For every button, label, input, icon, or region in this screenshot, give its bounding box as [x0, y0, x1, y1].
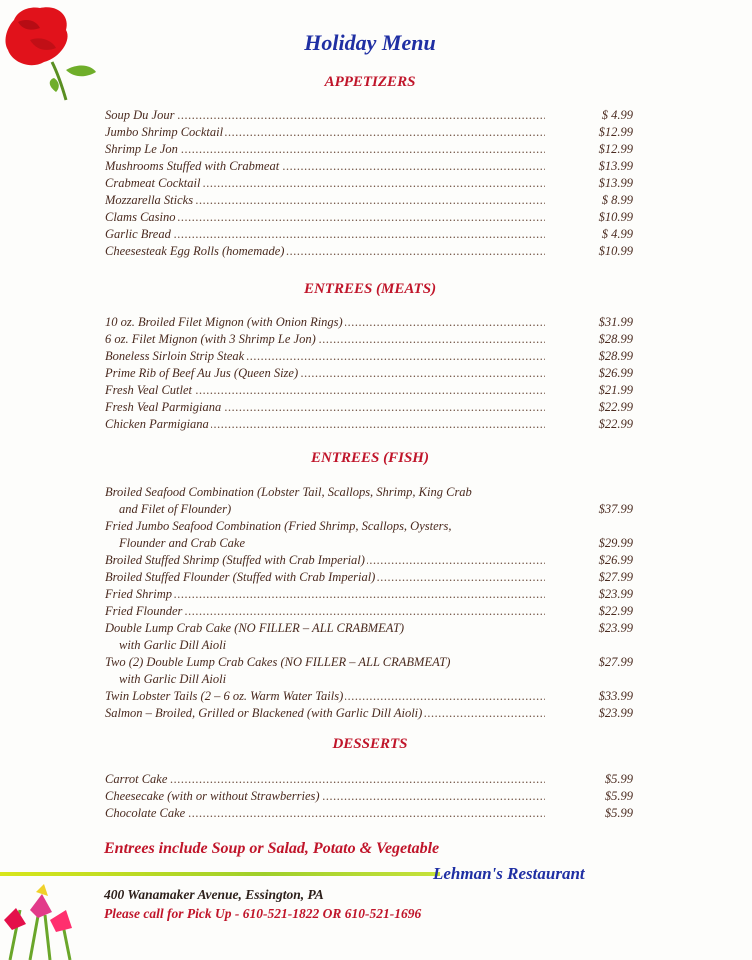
menu-item [105, 620, 545, 654]
menu-item-name: Prime Rib of Beef Au Jus (Queen Size) [105, 366, 299, 380]
menu-item-continuation: with Garlic Dill Aioli [119, 638, 227, 652]
menu-item [105, 107, 545, 124]
menu-item-price: $31.99 [598, 315, 633, 329]
menu-item-price: $ 8.99 [601, 193, 633, 207]
menu-item [105, 141, 545, 158]
menu-item-price: $22.99 [598, 604, 633, 618]
menu-item-name: Cheesesteak Egg Rolls (homemade) [105, 244, 285, 258]
menu-item-price: $22.99 [598, 400, 633, 414]
menu-item [105, 348, 545, 365]
restaurant-address: 400 Wanamaker Avenue, Essington, PA [104, 887, 324, 902]
menu-item-name: Fresh Veal Cutlet [105, 383, 193, 397]
menu-item-continuation: with Garlic Dill Aioli [119, 672, 227, 686]
menu-item-name: Clams Casino [105, 210, 176, 224]
menu-item-price: $28.99 [598, 332, 633, 346]
menu-item-name: 10 oz. Broiled Filet Mignon (with Onion Rings) [105, 315, 343, 329]
menu-title: Holiday Menu [304, 30, 436, 55]
menu-item [105, 209, 545, 226]
menu-item [105, 705, 545, 722]
menu-item-name: Boneless Sirloin Strip Steak [105, 349, 245, 363]
menu-item-price: $12.99 [598, 125, 633, 139]
section-desserts: DESSERTS [332, 736, 408, 752]
menu-item-name: Twin Lobster Tails (2 – 6 oz. Warm Water Tails) [105, 689, 344, 703]
menu-item-price: $22.99 [598, 417, 633, 431]
menu-item [105, 586, 545, 603]
menu-item-price: $5.99 [604, 806, 633, 820]
menu-item [105, 124, 545, 141]
menu-item-price: $23.99 [598, 587, 633, 601]
menu-item [105, 518, 545, 552]
menu-item [105, 158, 545, 175]
menu-item-price: $21.99 [598, 383, 633, 397]
menu-item [105, 805, 545, 822]
entrees-note: Entrees include Soup or Salad, Potato & Vegetable [104, 840, 440, 857]
menu-item-name: Double Lump Crab Cake (NO FILLER – ALL CRABMEAT) [105, 621, 405, 635]
menu-item-continuation: Flounder and Crab Cake [119, 536, 246, 550]
menu-item-price: $13.99 [598, 176, 633, 190]
menu-item-name: Broiled Seafood Combination (Lobster Tail, Scallops, Shrimp, King Crab [105, 485, 472, 499]
restaurant-name: Lehman's Restaurant [433, 864, 585, 883]
menu-item-price: $27.99 [598, 570, 633, 584]
menu-item-name: Chicken Parmigiana [105, 417, 209, 431]
menu-item [105, 226, 545, 243]
menu-item-price: $29.99 [598, 536, 633, 550]
menu-item-price: $28.99 [598, 349, 633, 363]
menu-item-price: $5.99 [604, 789, 633, 803]
menu-item [105, 654, 545, 688]
menu-item-name: Soup Du Jour [105, 108, 175, 122]
menu-item [105, 603, 545, 620]
menu-item-price: $12.99 [598, 142, 633, 156]
menu-item-price: $13.99 [598, 159, 633, 173]
menu-item-name: Cheesecake (with or without Strawberries) [105, 789, 320, 803]
menu-item-name: Mushrooms Stuffed with Crabmeat [105, 159, 280, 173]
menu-item-price: $23.99 [598, 706, 633, 720]
divider-stripe [0, 872, 440, 876]
menu-item-price: $ 4.99 [601, 227, 633, 241]
menu-item-name: Salmon – Broiled, Grilled or Blackened (with Garlic Dill Aioli) [105, 706, 423, 720]
menu-item-name: Shrimp Le Jon [105, 142, 178, 156]
menu-item-continuation: and Filet of Flounder) [119, 502, 232, 516]
menu-item-name: Carrot Cake [105, 772, 168, 786]
menu-item-name: Fried Flounder [105, 604, 183, 618]
flowers-icon [0, 880, 100, 960]
menu-item-price: $27.99 [598, 655, 633, 669]
section-appetizers: APPETIZERS [324, 74, 416, 90]
menu-item-name: Fried Jumbo Seafood Combination (Fried Shrimp, Scallops, Oysters, [105, 519, 452, 533]
section-fish: ENTREES (FISH) [311, 450, 429, 466]
menu-item-price: $10.99 [598, 210, 633, 224]
menu-item-price: $23.99 [598, 621, 633, 635]
menu-item [105, 314, 545, 331]
section-meats: ENTREES (MEATS) [303, 281, 437, 297]
menu-item-price: $26.99 [598, 366, 633, 380]
menu-item [105, 399, 545, 416]
menu-item-name: Mozzarella Sticks [105, 193, 194, 207]
menu-item-price: $33.99 [598, 689, 633, 703]
menu-item [105, 788, 545, 805]
menu-item [105, 552, 545, 569]
menu-item-price: $10.99 [598, 244, 633, 258]
menu-item-name: Jumbo Shrimp Cocktail [105, 125, 224, 139]
menu-item-name: Fried Shrimp [105, 587, 173, 601]
pickup-phone: Please call for Pick Up - 610-521-1822 OR 610-521-1696 [104, 906, 422, 921]
menu-item [105, 175, 545, 192]
menu-item-price: $26.99 [598, 553, 633, 567]
menu-item [105, 569, 545, 586]
menu-item-name: Broiled Stuffed Flounder (Stuffed with Crab Imperial) [105, 570, 376, 584]
menu-item-name: Two (2) Double Lump Crab Cakes (NO FILLER – ALL CRABMEAT) [105, 655, 451, 669]
menu-item-price: $ 4.99 [601, 108, 633, 122]
menu-item [105, 331, 545, 348]
menu-item [105, 771, 545, 788]
menu-item [105, 365, 545, 382]
menu-item-name: Garlic Bread [105, 227, 171, 241]
menu-item [105, 243, 545, 260]
menu-item-price: $37.99 [598, 502, 633, 516]
menu-item-name: Crabmeat Cocktail [105, 176, 201, 190]
menu-item [105, 192, 545, 209]
menu-item-name: Fresh Veal Parmigiana [105, 400, 222, 414]
menu-item-price: $5.99 [604, 772, 633, 786]
menu-item-name: 6 oz. Filet Mignon (with 3 Shrimp Le Jon) [105, 332, 316, 346]
menu-item-name: Chocolate Cake [105, 806, 186, 820]
menu-item [105, 688, 545, 705]
menu-item [105, 416, 545, 433]
menu-item [105, 382, 545, 399]
menu-item-name: Broiled Stuffed Shrimp (Stuffed with Crab Imperial) [105, 553, 365, 567]
menu-item [105, 484, 545, 518]
